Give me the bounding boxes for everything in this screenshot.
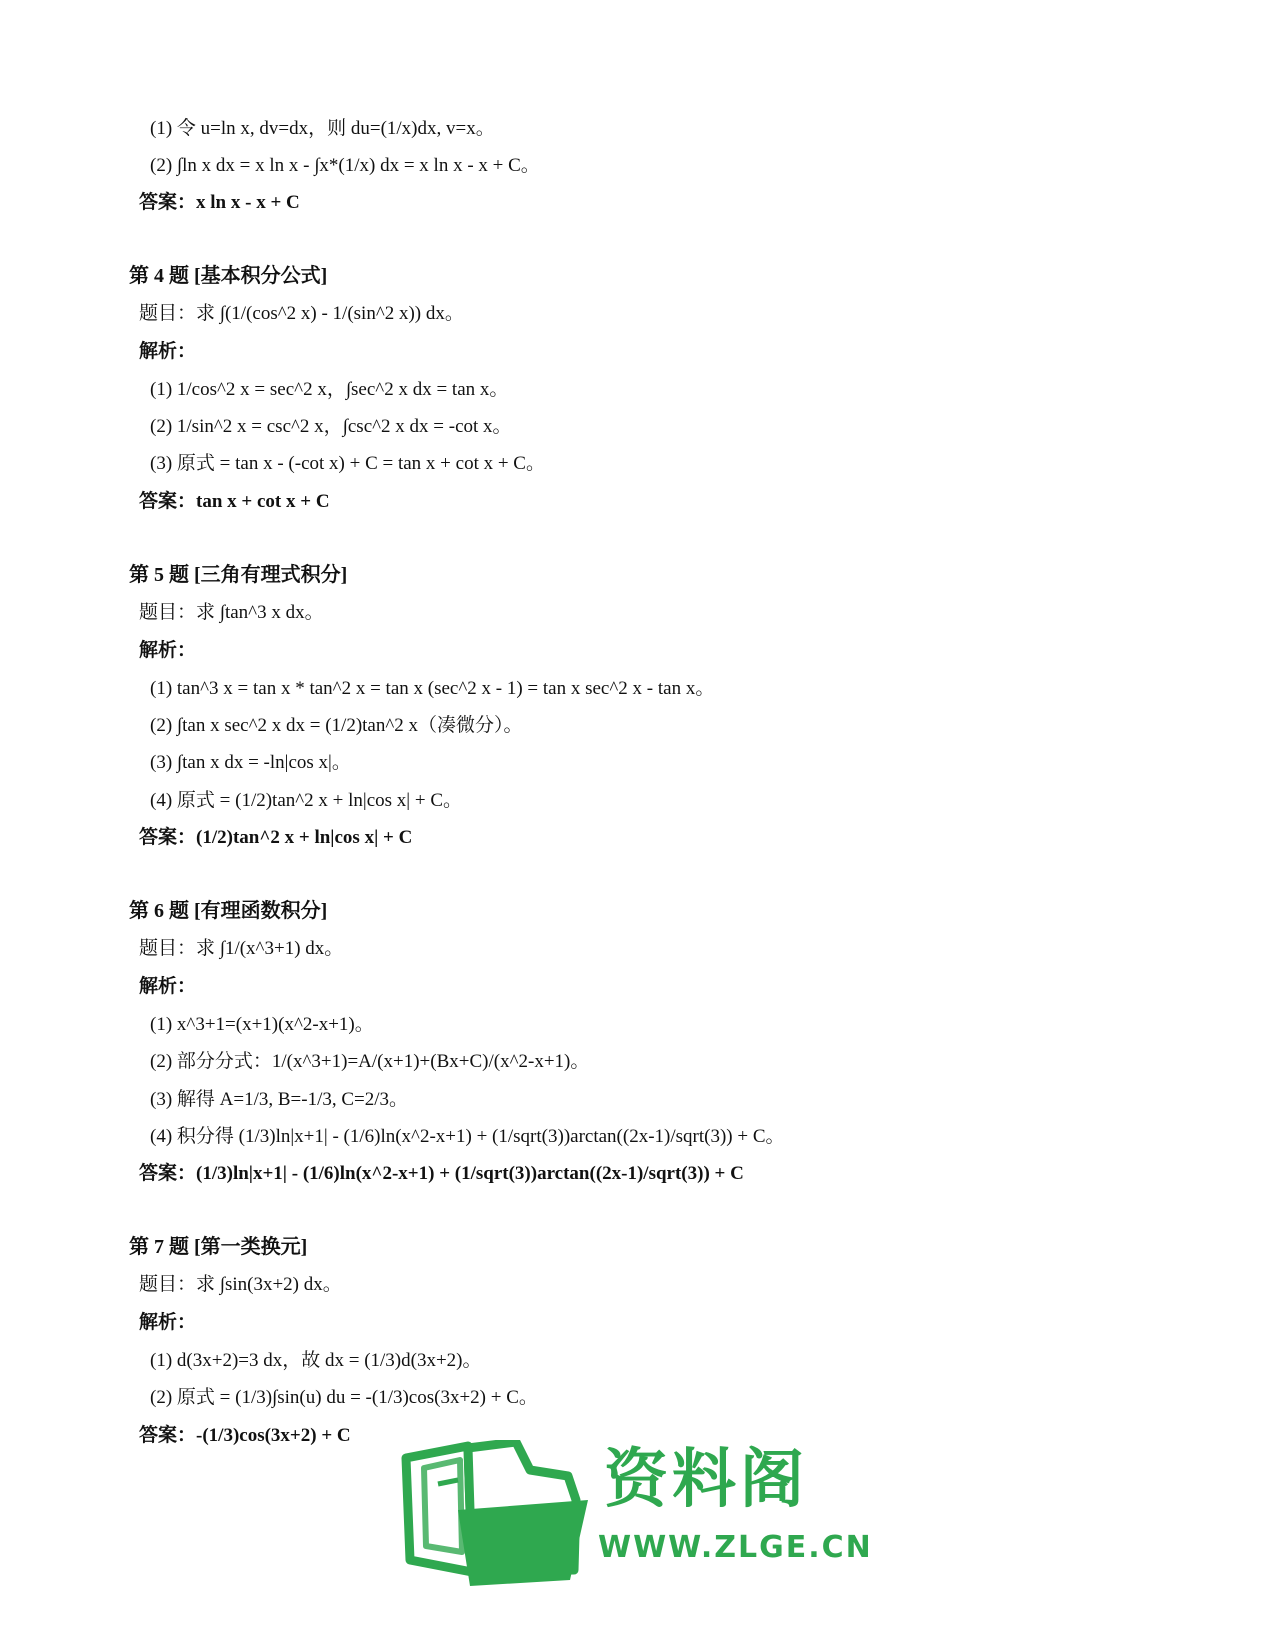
- analysis-label: 解析：: [139, 640, 197, 661]
- problem-heading: 第 6 题 [有理函数积分]: [129, 900, 328, 922]
- answer-line: [139, 1162, 744, 1186]
- watermark: [398, 1440, 873, 1590]
- solution-step: (4) 积分得 (1/3)ln|x+1| - (1/6)ln(x^2-x+1) + (1/sqrt(3))arctan((2x-1)/sqrt(3)) + C。: [150, 1126, 785, 1147]
- answer-label: 答案：: [139, 192, 197, 213]
- watermark-url: WWW.ZLGE.CN: [598, 1530, 873, 1565]
- solution-step: (1) x^3+1=(x+1)(x^2-x+1)。: [150, 1014, 374, 1035]
- answer-value: x ln x - x + C: [196, 192, 300, 213]
- answer-value: (1/2)tan^2 x + ln|cos x| + C: [196, 827, 413, 848]
- problem-statement: 题目：求 ∫1/(x^3+1) dx。: [139, 938, 344, 959]
- answer-value: (1/3)ln|x+1| - (1/6)ln(x^2-x+1) + (1/sqrt(3))arctan((2x-1)/sqrt(3)) + C: [196, 1163, 744, 1184]
- answer-line: [139, 1424, 351, 1448]
- answer-label: 答案：: [139, 491, 197, 512]
- solution-step: (1) d(3x+2)=3 dx，故 dx = (1/3)d(3x+2)。: [150, 1350, 482, 1371]
- solution-step: (2) ∫ln x dx = x ln x - ∫x*(1/x) dx = x ln x - x + C。: [150, 155, 540, 176]
- problem-heading: 第 4 题 [基本积分公式]: [129, 265, 328, 287]
- problem-statement: 题目：求 ∫sin(3x+2) dx。: [139, 1274, 342, 1295]
- problem-heading: 第 7 题 [第一类换元]: [129, 1236, 308, 1258]
- solution-step: (1) 1/cos^2 x = sec^2 x，∫sec^2 x dx = tan x。: [150, 379, 509, 400]
- answer-label: 答案：: [139, 827, 197, 848]
- watermark-title: 资料阁: [604, 1443, 808, 1517]
- answer-line: [139, 826, 412, 850]
- analysis-label: 解析：: [139, 1312, 197, 1333]
- answer-label: 答案：: [139, 1425, 197, 1446]
- solution-step: (3) 原式 = tan x - (-cot x) + C = tan x + cot x + C。: [150, 453, 545, 474]
- solution-step: (2) 原式 = (1/3)∫sin(u) du = -(1/3)cos(3x+2) + C。: [150, 1387, 538, 1408]
- solution-step: (2) ∫tan x sec^2 x dx = (1/2)tan^2 x（凑微分）。: [150, 715, 523, 736]
- answer-line: [139, 191, 300, 215]
- problem-statement: 题目：求 ∫tan^3 x dx。: [139, 602, 324, 623]
- book-folder-icon: [398, 1440, 598, 1590]
- solution-step: (2) 1/sin^2 x = csc^2 x，∫csc^2 x dx = -cot x。: [150, 416, 512, 437]
- solution-step: (1) tan^3 x = tan x * tan^2 x = tan x (sec^2 x - 1) = tan x sec^2 x - tan x。: [150, 678, 715, 699]
- problem-heading: 第 5 题 [三角有理式积分]: [129, 564, 348, 586]
- solution-step: (3) 解得 A=1/3, B=-1/3, C=2/3。: [150, 1089, 409, 1110]
- problem-statement: 题目：求 ∫(1/(cos^2 x) - 1/(sin^2 x)) dx。: [139, 303, 464, 324]
- solution-step: (2) 部分分式：1/(x^3+1)=A/(x+1)+(Bx+C)/(x^2-x+1)。: [150, 1051, 590, 1072]
- solution-step: (4) 原式 = (1/2)tan^2 x + ln|cos x| + C。: [150, 790, 462, 811]
- answer-value: tan x + cot x + C: [196, 491, 330, 512]
- answer-line: [139, 490, 330, 514]
- analysis-label: 解析：: [139, 976, 197, 997]
- solution-step: (1) 令 u=ln x, dv=dx，则 du=(1/x)dx, v=x。: [150, 118, 495, 139]
- answer-value: -(1/3)cos(3x+2) + C: [196, 1425, 351, 1446]
- analysis-label: 解析：: [139, 341, 197, 362]
- solution-step: (3) ∫tan x dx = -ln|cos x|。: [150, 752, 351, 773]
- answer-label: 答案：: [139, 1163, 197, 1184]
